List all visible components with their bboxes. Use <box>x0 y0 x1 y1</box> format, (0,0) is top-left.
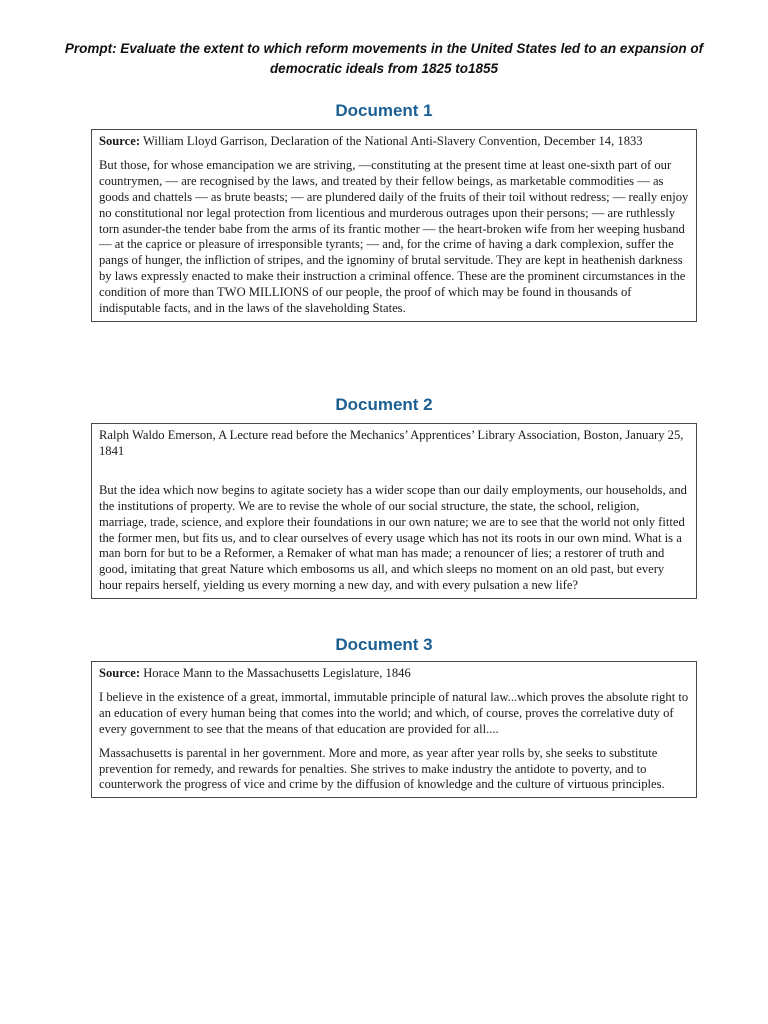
document-3-box <box>91 661 697 798</box>
document-2-heading: Document 2 <box>335 395 433 414</box>
document-1-box <box>91 129 697 322</box>
document-3-heading: Document 3 <box>335 635 433 654</box>
document-2-box <box>91 423 697 599</box>
document-2-paragraph-1: But the idea which now begins to agitate society has a wider scope than our daily employments, our households, and the institutions of property. We are to revise the whole of our social structure, the state, the school, religion, marriage, trade, science, and explore their foundations in our own nature; we are to see that the world not only fitted the former men, but fits us, and to clear ourselves of every usage which has not its roots in our own mind. What is a man born for but to be a Reformer, a Remaker of what man has made; a renouncer of lies; a restorer of truth and good, imitating that great Nature which embosoms us all, and which sleeps no moment on an old past, but every hour repairs herself, yielding us every morning a new day, and with every pulsation a new life? <box>99 482 687 593</box>
document-3-source-text: Horace Mann to the Massachusetts Legislature, 1846 <box>140 666 411 680</box>
document-2-source: Ralph Waldo Emerson, A Lecture read before the Mechanics’ Apprentices’ Library Association, Boston, January 25, 1841 <box>99 428 684 458</box>
document-3-source-label: Source: <box>99 666 141 680</box>
document-1-paragraph-1: But those, for whose emancipation we are striving, —constituting at the present time at least one-sixth part of our countrymen, — are recognised by the laws, and treated by their fellow beings, as marketable commodities — as goods and chattels — as brute beasts; — are plundered daily of the fruits of their toil without redress; — really enjoy no constitutional nor legal protection from licentious and murderous outrages upon their persons; — are ruthlessly torn asunder-the tender babe from the arms of its frantic mother — the heart-broken wife from her weeping husband — at the caprice or pleasure of irresponsible tyrants; — and, for the crime of having a dark complexion, suffer the pangs of hunger, the infliction of stripes, and the ignominy of brutal servitude. They are kept in heathenish darkness by laws expressly enacted to make their instruction a criminal offence. These are the prominent circumstances in the condition of more than TWO MILLIONS of our people, the proof of which may be found in thousands of indisputable facts, and in the laws of the slaveholding States. <box>99 157 689 316</box>
document-1-source-label: Source: <box>99 134 141 148</box>
document-3-paragraph-2: Massachusetts is parental in her government. More and more, as year after year rolls by, she seeks to substitute prevention for remedy, and rewards for penalties. She strives to make industry the antidote to poverty, and to counterwork the progress of vice and crime by the diffusion of knowledge and the culture of virtuous principles. <box>99 745 665 792</box>
document-2-spacer <box>99 468 689 483</box>
document-1-source-text: William Lloyd Garrison, Declaration of the National Anti-Slavery Convention, December 14, 1833 <box>140 134 643 148</box>
document-3-source <box>99 666 689 682</box>
essay-prompt <box>60 39 708 79</box>
essay-prompt-line-2: democratic ideals from 1825 to1855 <box>269 61 499 76</box>
document-3-paragraph-1: I believe in the existence of a great, immortal, immutable principle of natural law...which proves the absolute right to an education of every human being that comes into the world; and which, of course, proves the correlative duty of every government to see that the means of that education are provided for all.... <box>99 689 689 736</box>
essay-prompt-line-1: Prompt: Evaluate the extent to which reform movements in the United States led to an expansion of <box>64 41 704 56</box>
document-1-source <box>99 134 689 150</box>
document-1-heading: Document 1 <box>335 101 433 120</box>
